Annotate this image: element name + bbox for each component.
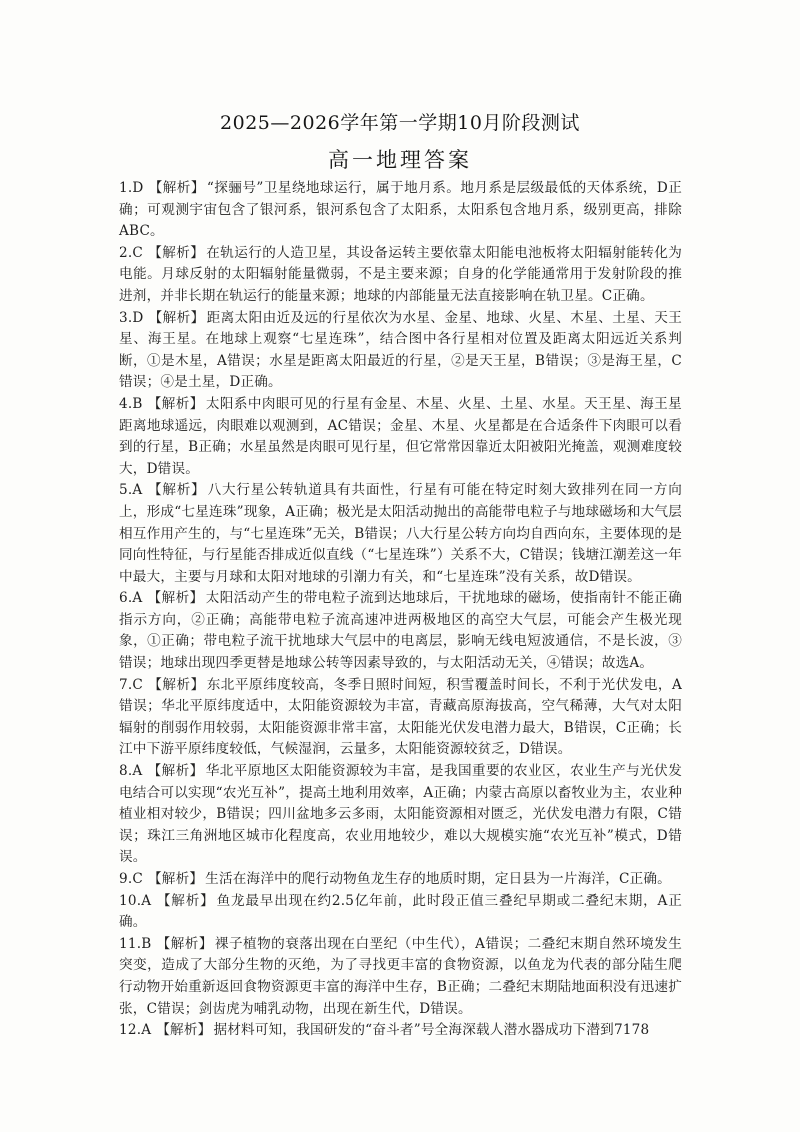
answer-item-11 xyxy=(119,934,682,1020)
answer-item-8 xyxy=(119,761,682,869)
answer-number: 9.C xyxy=(119,871,143,887)
answer-text: “探骊号”卫星绕地球运行，属于地月系。地月系是层级最低的天体系统，D正确；可观测宇宙包含了银河系，银河系包含了太阳系，太阳系包含地月系，级别更高，排除ABC。 xyxy=(119,180,682,240)
answer-list xyxy=(119,178,682,1042)
answer-text: 在轨运行的人造卫星，其设备运转主要依靠太阳能电池板将太阳辐射能转化为电能。月球反射的太阳辐射能量微弱，不是主要来源；自身的化学能通常用于发射阶段的推进剂，并非长期在轨运行的能量来源；地球的内部能量无法直接影响在轨卫星。C正确。 xyxy=(119,244,682,304)
answer-number: 2.C xyxy=(119,244,143,261)
answer-item-9 xyxy=(119,869,682,891)
answer-item-12 xyxy=(119,1020,682,1042)
document-subtitle: 高一地理答案 xyxy=(328,148,472,172)
answer-item-5 xyxy=(119,480,682,588)
answer-number: 5.A xyxy=(119,482,143,499)
answer-text: 东北平原纬度较高，冬季日照时间短，积雪覆盖时间长，不利于光伏发电，A错误；华北平原纬度适中，太阳能资源较为丰富，青藏高原海拔高，空气稀薄，大气对太阳辐射的削弱作用较弱，太阳能资源非常丰富，太阳能光伏发电潜力最大，B错误，C正确；长江中下游平原纬度较低，气候湿润，云量多，太阳能资源较贫乏，D错误。 xyxy=(119,676,682,758)
answer-number: 8.A xyxy=(119,763,143,780)
analysis-tag: 【解析】 xyxy=(147,676,205,693)
analysis-tag: 【解析】 xyxy=(148,309,205,326)
answer-number: 7.C xyxy=(119,676,143,693)
analysis-tag: 【解析】 xyxy=(147,244,205,261)
analysis-tag: 【解析】 xyxy=(147,395,204,412)
answer-number: 4.B xyxy=(119,395,143,412)
document-title: 2025—2026学年第一学期10月阶段测试 xyxy=(220,112,580,134)
analysis-tag: 【解析】 xyxy=(156,892,215,909)
answer-item-7 xyxy=(119,675,682,761)
answer-item-3 xyxy=(119,308,682,394)
analysis-tag: 【解析】 xyxy=(156,935,213,952)
answer-number: 3.D xyxy=(119,309,144,326)
answer-text: 距离太阳由近及远的行星依次为水星、金星、地球、火星、木星、土星、天王星、海王星。在地球上观察“七星连珠”，结合图中各行星相对位置及距离太阳远近关系判断，①是木星，A错误；水星是距离太阳最近的行星，②是天王星，B错误；③是海王星，C错误；④是土星，D正确。 xyxy=(119,309,682,391)
answer-number: 1.D xyxy=(119,180,144,196)
answer-text: 八大行星公转轨道具有共面性，行星有可能在特定时刻大致排列在同一方向上，形成“七星连珠”现象，A正确；极光是太阳活动抛出的高能带电粒子与地球磁场和大气层相互作用产生的，与“七星连珠”无关，B错误；八大行星公转方向均自西向东，主要体现的是同向性特征，与行星能否排成近似直线（“七星连珠”）关系不大，C错误；钱塘江潮差这一年中最大，主要与月球和太阳对地球的引潮力有关，和“七星连珠”没有关系，故D错误。 xyxy=(119,482,682,585)
answer-number: 12.A xyxy=(119,1022,152,1039)
answer-number: 11.B xyxy=(119,935,152,952)
analysis-tag: 【解析】 xyxy=(147,590,204,607)
answer-item-6 xyxy=(119,588,682,674)
answer-text: 据材料可知，我国研发的“奋斗者”号全海深载人潜水器成功下潜到7178 xyxy=(213,1022,650,1039)
analysis-tag: 【解析】 xyxy=(147,763,204,780)
answer-text: 太阳系中肉眼可见的行星有金星、木星、火星、土星、水星。天王星、海王星距离地球遥远，肉眼难以观测到，AC错误；金星、木星、火星都是在合适条件下肉眼可以看到的行星，B正确；水星虽然是肉眼可见行星，但它常常因靠近太阳被阳光掩盖，观测难度较大，D错误。 xyxy=(119,395,682,477)
analysis-tag: 【解析】 xyxy=(147,482,206,499)
answer-text: 华北平原地区太阳能资源较为丰富，是我国重要的农业区，农业生产与光伏发电结合可以实现“农光互补”，提高土地利用效率，A正确；内蒙古高原以畜牧业为主，农业种植业相对较少，B错误；四川盆地多云多雨，太阳能资源相对匮乏，光伏发电潜力有限，C错误；珠江三角洲地区城市化程度高，农业用地较少，难以大规模实施“农光互补”模式，D错误。 xyxy=(119,763,682,866)
answer-item-10 xyxy=(119,891,682,934)
analysis-tag: 【解析】 xyxy=(156,1022,212,1039)
answer-item-2 xyxy=(119,243,682,308)
answer-number: 6.A xyxy=(119,590,143,607)
answer-number: 10.A xyxy=(119,892,152,909)
analysis-tag: 【解析】 xyxy=(147,871,204,887)
answer-text: 太阳活动产生的带电粒子流到达地球后，干扰地球的磁场，使指南针不能正确指示方向，②正确；高能带电粒子流高速冲进两极地区的高空大气层，可能会产生极光现象，①正确；带电粒子流干扰地球大气层中的电离层，影响无线电短波通信，不是长波，③错误；地球出现四季更替是地球公转等因素导致的，与太阳活动无关，④错误；故选A。 xyxy=(119,590,682,672)
answer-text: 生活在海洋中的爬行动物鱼龙生存的地质时期，定日县为一片海洋，C正确。 xyxy=(205,871,671,887)
answer-text: 鱼龙最早出现在约2.5亿年前，此时段正值三叠纪早期或二叠纪末期，A正确。 xyxy=(119,892,682,931)
analysis-tag: 【解析】 xyxy=(148,180,205,196)
answer-item-4 xyxy=(119,394,682,480)
answer-text: 裸子植物的衰落出现在白垩纪（中生代），A错误；二叠纪末期自然环境发生突变，造成了大部分生物的灭绝，为了寻找更丰富的食物资源，以鱼龙为代表的部分陆生爬行动物开始重新返回食物资源更丰富的海洋中生存，B正确；二叠纪末期陆地面积没有迅速扩张，C错误；剑齿虎为哺乳动物，出现在新生代，D错误。 xyxy=(119,935,682,1017)
answer-item-1 xyxy=(119,178,682,243)
